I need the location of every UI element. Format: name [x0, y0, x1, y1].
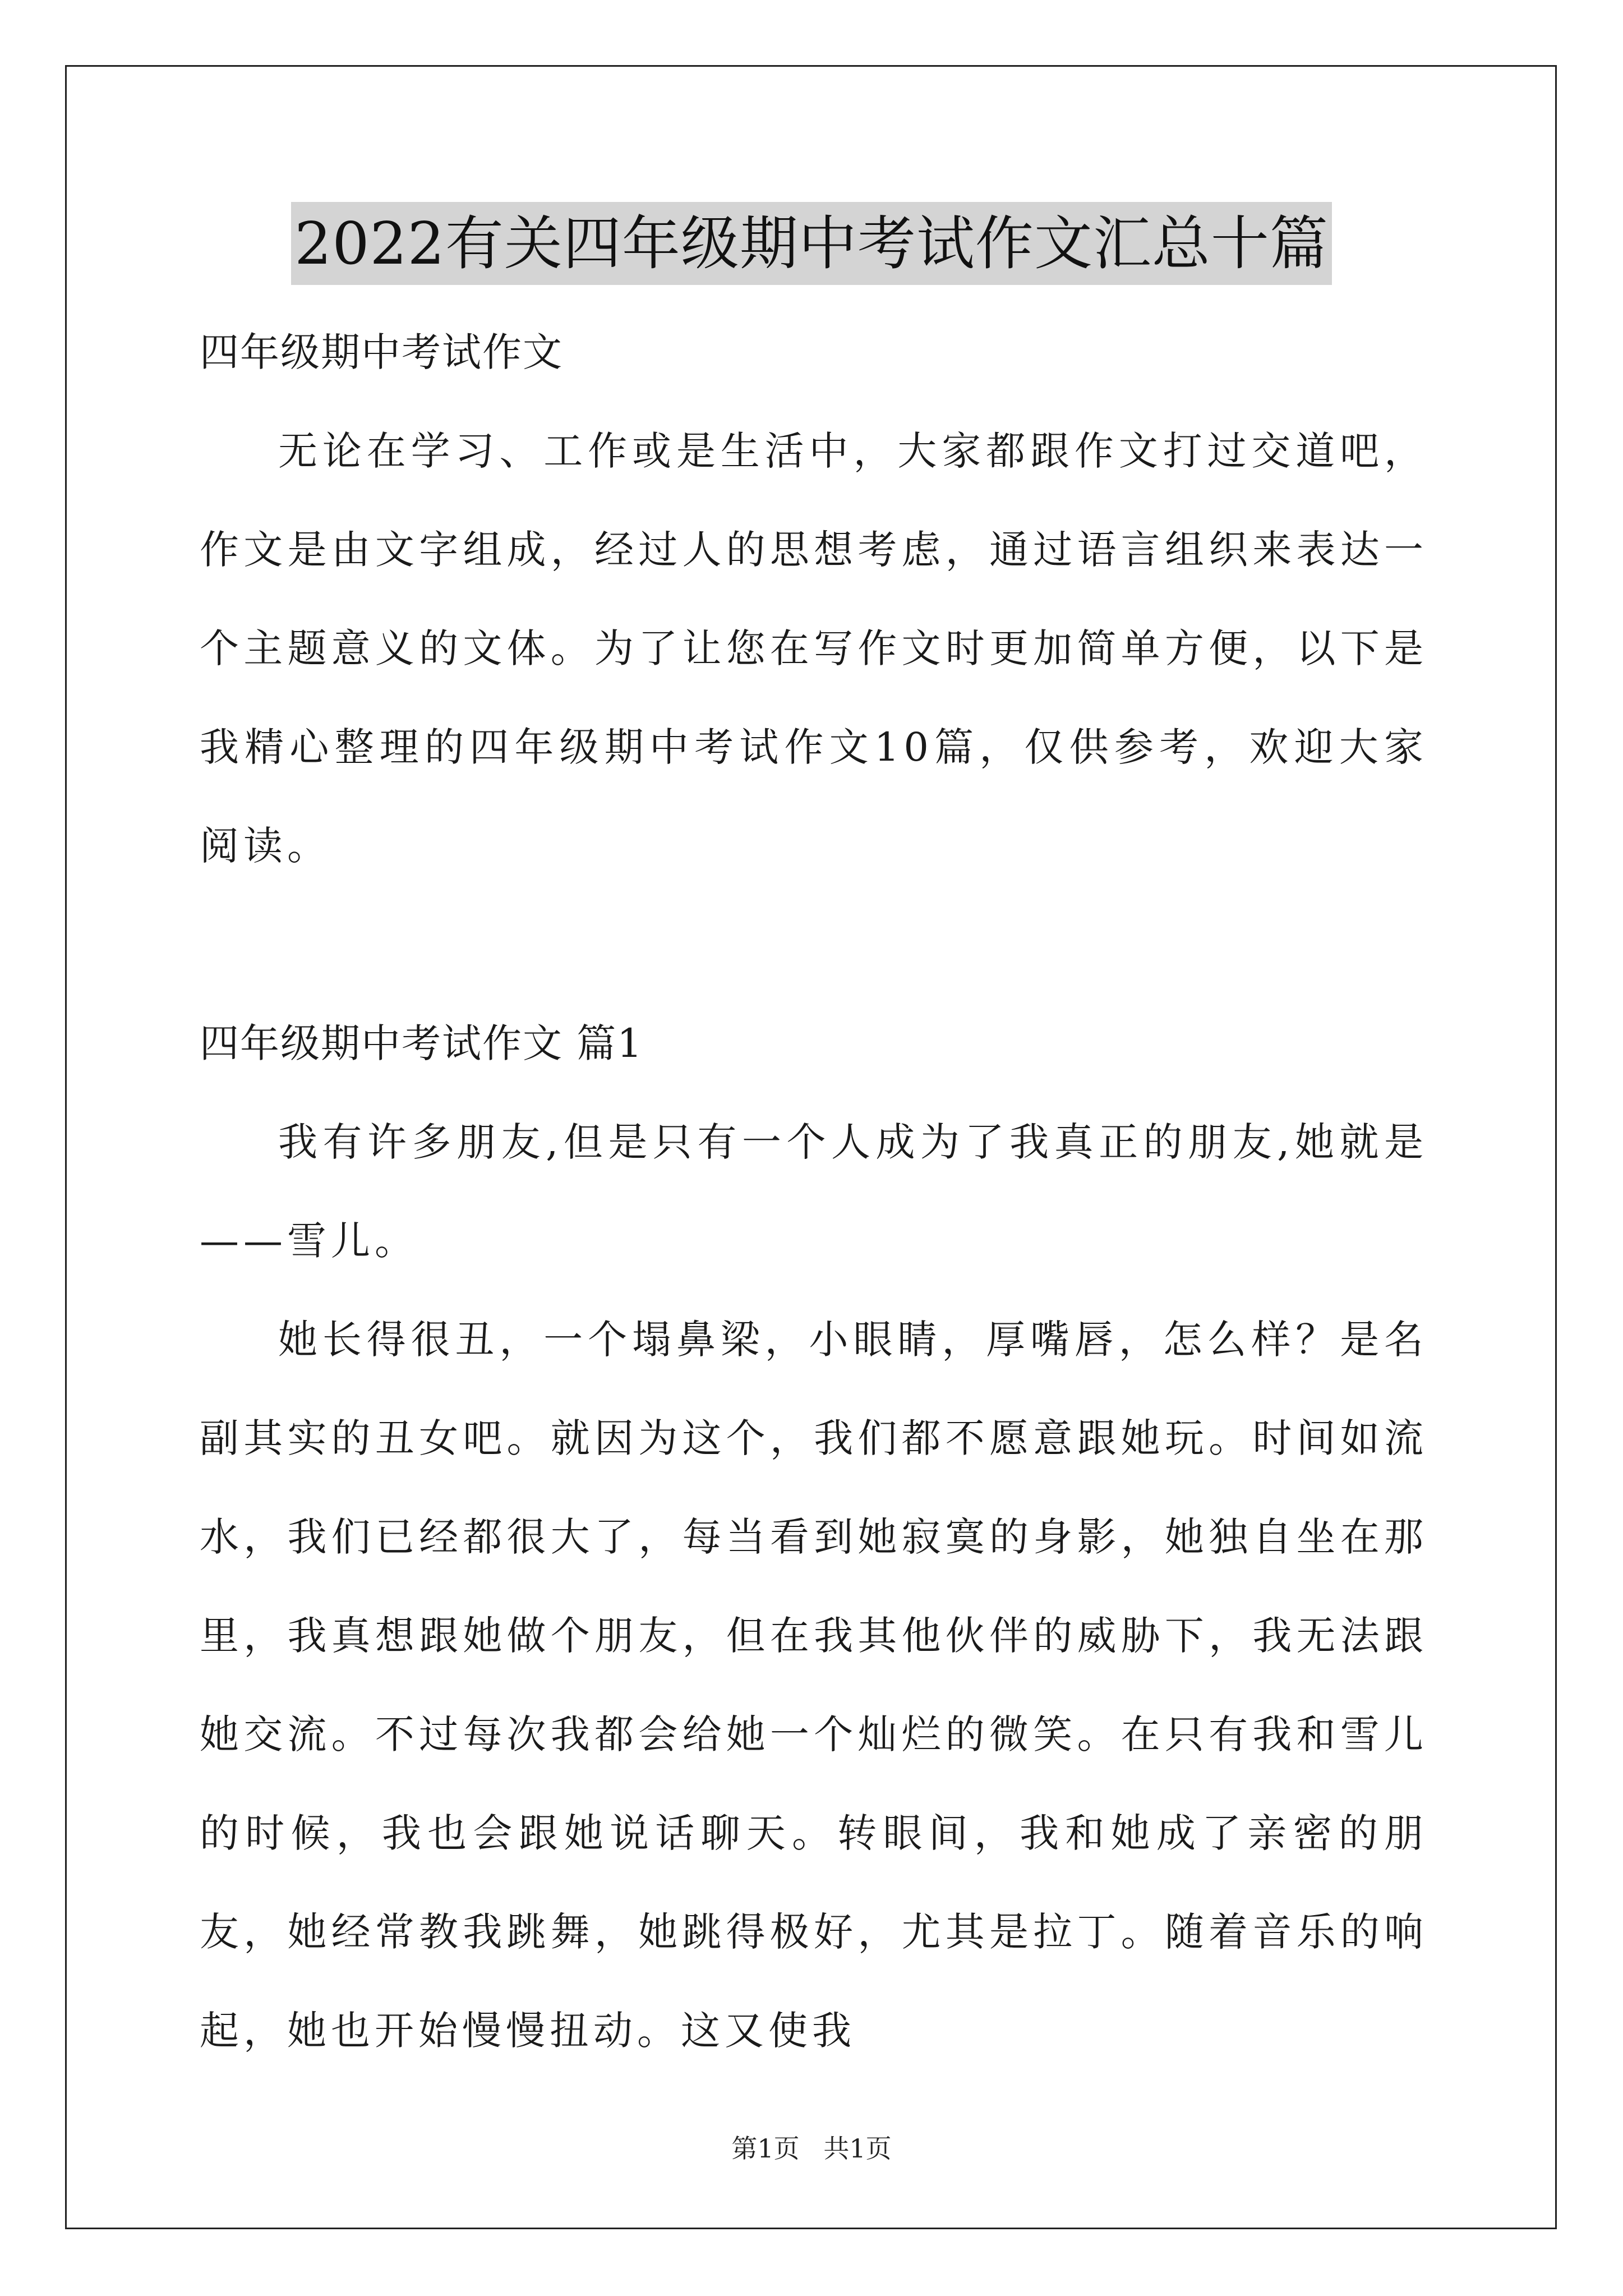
document-title: 2022有关四年级期中考试作文汇总十篇 — [291, 202, 1332, 285]
document-body — [200, 303, 1428, 2080]
section-spacer — [200, 895, 1428, 994]
title-container — [0, 202, 1623, 285]
page-number: 第1页 — [731, 2133, 800, 2164]
page-total: 共1页 — [823, 2133, 892, 2164]
section-heading: 四年级期中考试作文 篇1 — [200, 1020, 643, 1066]
body-paragraph-2: 她长得很丑，一个塌鼻梁，小眼睛，厚嘴唇，怎么样？是名副其实的丑女吧。就因为这个，我们都不愿意跟她玩。时间如流水，我们已经都很大了，每当看到她寂寞的身影，她独自坐在那里，我真想跟她做个朋友，但在我其他伙伴的威胁下，我无法跟她交流。不过每次我都会给她一个灿烂的微笑。在只有我和雪儿的时候，我也会跟她说话聊天。转眼间，我和她成了亲密的朋友，她经常教我跳舞，她跳得极好，尤其是拉丁。随着音乐的响起，她也开始慢慢扭动。这又使我 — [200, 1317, 1428, 2054]
intro-paragraph: 无论在学习、工作或是生活中，大家都跟作文打过交道吧，作文是由文字组成，经过人的思想考虑，通过语言组织来表达一个主题意义的文体。为了让您在写作文时更加简单方便，以下是我精心整理的四年级期中考试作文10篇，仅供参考，欢迎大家阅读。 — [200, 428, 1428, 869]
intro-heading: 四年级期中考试作文 — [200, 329, 563, 375]
page-footer — [0, 2132, 1623, 2165]
body-paragraph-1: 我有许多朋友,但是只有一个人成为了我真正的朋友,她就是——雪儿。 — [200, 1119, 1428, 1264]
